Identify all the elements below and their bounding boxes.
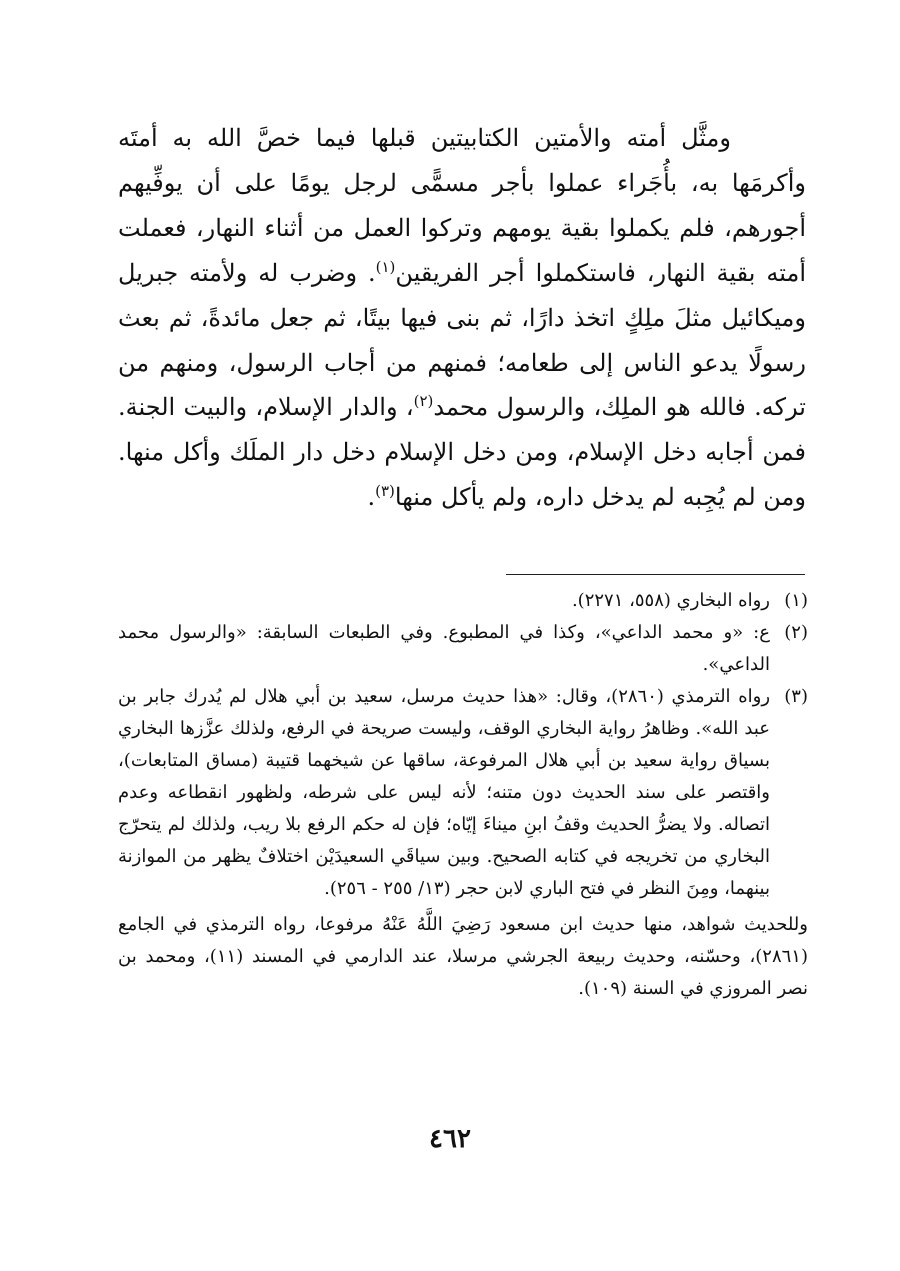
footnote-text: رواه الترمذي (٢٨٦٠)، وقال: «هذا حديث مرسل، سعيد بن أبي هلال لم يُدرك جابر بن عبد الله». وظاهرُ رواية البخاري الوقف، وليست صريحة في الرفع، ولذلك عزَّزها البخاري بسياق رواية سعيد بن أبي هلال المرفوعة، ساقها عن شيخهما قتيبة (مساق المتابعات)، واقتصر على سند الحديث دون متنه؛ لأنه ليس على شرطه، ولظهور انقطاعه وعدم اتصاله. ولا يضرُّ الحديث وقفُ ابنِ ميناءَ إيّاه؛ فإن له حكم الرفع بلا ريب، ولذلك لم يتحرّج البخاري من تخريجه في كتابه الصحيح. وبين سياقَي السعيدَيْن اختلافٌ يظهر من الموازنة بينهما، ومِنَ النظر في فتح الباري لابن حجر (١٣/ ٢٥٥ - ٢٥٦). xyxy=(118,686,771,899)
footnote-text: ع: «و محمد الداعي»، وكذا في المطبوع. وفي الطبعات السابقة: «والرسول محمد الداعي». xyxy=(118,622,770,675)
main-paragraph xyxy=(118,116,806,520)
main-text-part-2: . وضرب له ولأمته جبريل وميكائيل مثلَ ملِكٍ اتخذ دارًا، ثم بنى فيها بيتًا، ثم جعل مائدةً، ثم بعث رسولًا يدعو الناس إلى طعامه؛ فمنهم من أجاب الرسول، ومنهم من تركه. فالله هو الملِك، والرسول محمد xyxy=(118,258,807,422)
page-number: ٤٦٢ xyxy=(429,1124,471,1154)
footnote-number: (٢) xyxy=(784,622,808,643)
main-text-end: . xyxy=(367,483,376,512)
main-text-part-3: ، والدار الإسلام، والبيت الجنة. فمن أجابه دخل الإسلام، ومن دخل الإسلام دخل دار الملَك وأكل منها. ومن لم يُجِبه لم يدخل داره، ولم يأكل منها xyxy=(118,393,806,512)
footnotes xyxy=(118,585,808,1005)
footnote-item xyxy=(118,681,808,905)
footnote-ref-2: (٢) xyxy=(413,392,434,411)
footnote-continuation: وللحديث شواهد، منها حديث ابن مسعود رَضِيَ اللَّهُ عَنْهُ مرفوعا، رواه الترمذي في الجامع (٢٨٦١)، وحسّنه، وحديث ربيعة الجرشي مرسلا، عند الدارمي في المسند (١١)، ومحمد بن نصر المروزي في السنة (١٠٩). xyxy=(118,914,808,999)
footnote-divider xyxy=(506,574,805,575)
main-text xyxy=(118,116,806,520)
footnote-number: (١) xyxy=(784,590,808,611)
footnote-item xyxy=(118,585,808,617)
main-text-part-1: ومثَّل أمته والأمتين الكتابيتين قبلها فيما خصَّ الله به أمتَه وأكرمَها به، بأُجَراء عملوا بأجر مسمًّى لرجل يومًا على أن يوفِّيهم أجورهم، فلم يكملوا بقية يومهم وتركوا العمل من أثناء النهار، فعملت أمته بقية النهار، فاستكملوا أجر الفريقين xyxy=(118,124,807,287)
footnote-text: رواه البخاري (٥٥٨، ٢٢٧١). xyxy=(571,590,770,611)
footnote-ref-1: (١) xyxy=(375,257,396,276)
footnote-ref-3: (٣) xyxy=(375,482,395,501)
footnote-number: (٣) xyxy=(784,686,808,707)
footnote-item xyxy=(118,617,808,681)
